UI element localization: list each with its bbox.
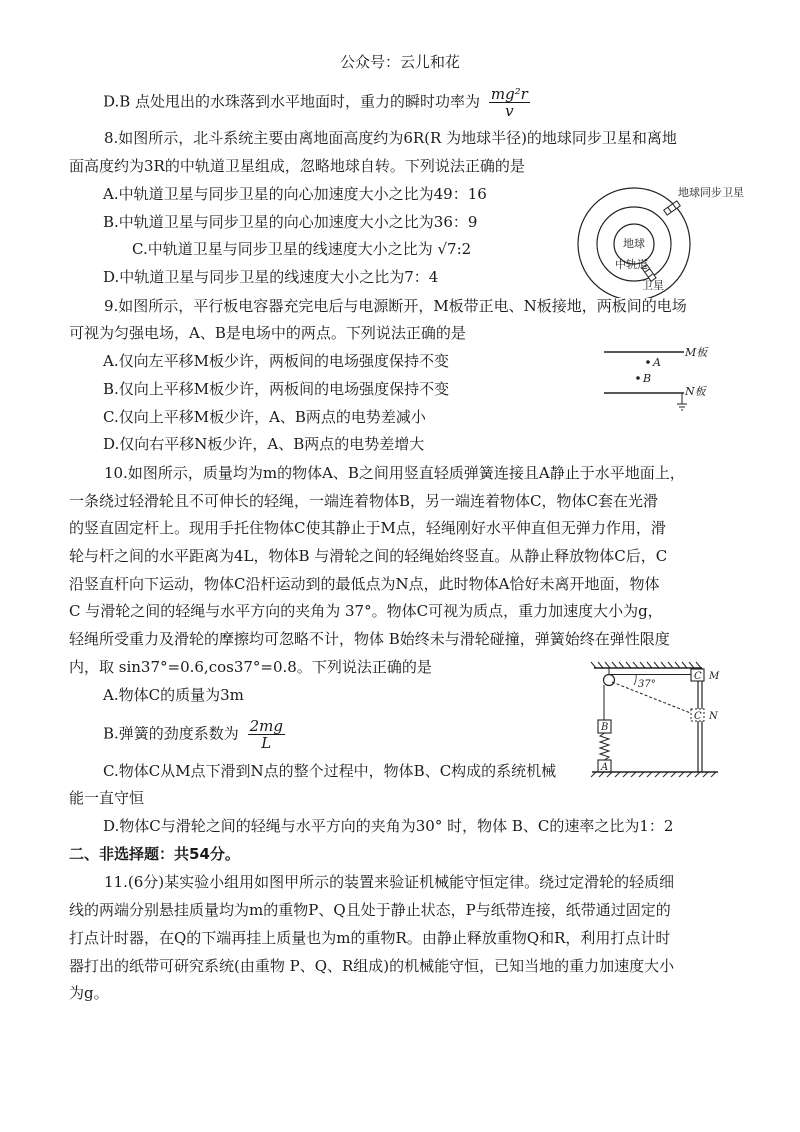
q10-fraction-numerator: 2mg bbox=[249, 717, 283, 735]
q10-option-c-line-1: C.物体C从M点下滑到N点的整个过程中，物体B、C构成的系统机械 bbox=[103, 762, 557, 780]
q10-stem-line-6: C 与滑轮之间的轻绳与水平方向的夹角为 37°。物体C可视为质点，重力加速度大小为g， bbox=[69, 602, 663, 620]
q11-line-4: 器打出的纸带可研究系统(由重物 P、Q、R组成)的机械能守恒，已知当地的重力加速度大小 bbox=[69, 957, 675, 975]
q10-stem-line-4: 轮与杆之间的水平距离为4L，物体B 与滑轮之间的轻绳始终竖直。从静止释放物体C后，C bbox=[69, 547, 668, 565]
point-b-label: B bbox=[643, 372, 652, 385]
block-b-label: B bbox=[601, 722, 609, 733]
q7-fraction bbox=[489, 86, 530, 119]
pulley-spring-figure bbox=[590, 660, 725, 778]
q7-fraction-denominator: v bbox=[505, 102, 514, 120]
ceiling-support bbox=[591, 662, 702, 668]
capacitor-figure bbox=[600, 340, 740, 415]
q9-option-d: D.仅向右平移N板少许，A、B两点的电势差增大 bbox=[103, 435, 425, 453]
q10-option-c-line-2: 能一直守恒 bbox=[69, 789, 145, 807]
satellite-label: 卫星 bbox=[642, 279, 664, 292]
block-c-label: C bbox=[694, 671, 702, 682]
q10-option-b bbox=[103, 718, 285, 751]
q8-option-a: A.中轨道卫星与同步卫星的向心加速度大小之比为49：16 bbox=[103, 185, 487, 203]
m-plate-label: M板 bbox=[685, 346, 708, 359]
q9-option-a: A.仅向左平移M板少许，两板间的电场强度保持不变 bbox=[103, 352, 449, 370]
q7-option-d-text: D.B 点处甩出的水珠落到水平地面时，重力的瞬时功率为 bbox=[103, 92, 481, 111]
q7-option-d bbox=[103, 86, 530, 119]
point-a-label: A bbox=[653, 356, 661, 369]
point-a-dot bbox=[646, 360, 650, 364]
q11-line-5: 为g。 bbox=[69, 984, 109, 1002]
angle-label: 37° bbox=[638, 679, 656, 690]
angle-arc bbox=[634, 675, 636, 686]
q8-option-c: C.中轨道卫星与同步卫星的线速度大小之比为 √7:2 bbox=[132, 240, 472, 258]
q10-stem-line-3: 的竖直固定杆上。现用手托住物体C使其静止于M点，轻绳刚好水平伸直但无弹力作用，滑 bbox=[69, 519, 666, 537]
q10-fraction bbox=[248, 718, 285, 751]
q11-line-3: 打点计时器，在Q的下端再挂上质量也为m的重物R。由静止释放重物Q和R，利用打点计时 bbox=[69, 929, 671, 947]
q9-stem-line-2: 可视为匀强电场，A、B是电场中的两点。下列说法正确的是 bbox=[69, 324, 466, 342]
block-c-at-n-label: C bbox=[694, 711, 702, 722]
q8-option-b: B.中轨道卫星与同步卫星的向心加速度大小之比为36：9 bbox=[103, 213, 478, 231]
q10-stem-line-8: 内，取 sin37°=0.6,cos37°=0.8。下列说法正确的是 bbox=[69, 658, 432, 676]
section-2-heading: 二、非选择题：共54分。 bbox=[69, 845, 240, 863]
pulley-icon bbox=[604, 675, 615, 686]
q10-stem-line-5: 沿竖直杆向下运动，物体C沿杆运动到的最低点为N点，此时物体A恰好未离开地面，物体 bbox=[69, 575, 660, 593]
point-m-label: M bbox=[709, 671, 720, 682]
spring-icon bbox=[600, 733, 609, 760]
q10-fraction-denominator: L bbox=[261, 734, 272, 752]
q10-stem-line-1: 10.如图所示，质量均为m的物体A、B之间用竖直轻质弹簧连接且A静止于水平地面上， bbox=[104, 464, 685, 482]
point-b-dot bbox=[636, 376, 640, 380]
q8-stem-line-1: 8.如图所示，北斗系统主要由离地面高度约为6R(R 为地球半径)的地球同步卫星和离地 bbox=[104, 129, 677, 147]
satellite-orbit-figure bbox=[560, 178, 760, 298]
block-a-label: A bbox=[601, 762, 609, 773]
q11-line-2: 线的两端分别悬挂质量均为m的重物P、Q且处于静止状态，P与纸带连接，纸带通过固定的 bbox=[69, 901, 671, 919]
sync-satellite-label: 地球同步卫星 bbox=[678, 186, 744, 199]
mid-orbit-label: 中轨道 bbox=[615, 258, 648, 271]
q8-option-d: D.中轨道卫星与同步卫星的线速度大小之比为7：4 bbox=[103, 268, 439, 286]
q7-fraction-numerator: mg²r bbox=[490, 85, 528, 103]
point-n-label: N bbox=[709, 711, 718, 722]
q10-option-a: A.物体C的质量为3m bbox=[103, 686, 244, 704]
q9-option-b: B.仅向上平移M板少许，两板间的电场强度保持不变 bbox=[103, 380, 450, 398]
q10-stem-line-7: 轻绳所受重力及滑轮的摩擦均可忽略不计，物体 B始终未与滑轮碰撞，弹簧始终在弹性限度 bbox=[69, 630, 670, 648]
q9-stem-line-1: 9.如图所示，平行板电容器充完电后与电源断开，M板带正电、N板接地，两板间的电场 bbox=[104, 297, 687, 315]
q10-stem-line-2: 一条绕过轻滑轮且不可伸长的轻绳，一端连着物体B，另一端连着物体C，物体C套在光滑 bbox=[69, 492, 658, 510]
q10-option-b-text: B.弹簧的劲度系数为 bbox=[103, 724, 239, 743]
q9-option-c: C.仅向上平移M板少许，A、B两点的电势差减小 bbox=[103, 408, 426, 426]
q8-stem-line-2: 面高度约为3R的中轨道卫星组成，忽略地球自转。下列说法正确的是 bbox=[69, 157, 525, 175]
q11-line-1: 11.(6分)某实验小组用如图甲所示的装置来验证机械能守恒定律。绕过定滑轮的轻质细 bbox=[104, 873, 675, 891]
ground bbox=[591, 772, 718, 777]
page-header: 公众号：云儿和花 bbox=[339, 53, 460, 71]
n-plate-label: N板 bbox=[685, 385, 706, 398]
q10-option-d: D.物体C与滑轮之间的轻绳与水平方向的夹角为30° 时，物体 B、C的速率之比为1：2 bbox=[103, 817, 674, 835]
earth-label: 地球 bbox=[623, 237, 645, 250]
